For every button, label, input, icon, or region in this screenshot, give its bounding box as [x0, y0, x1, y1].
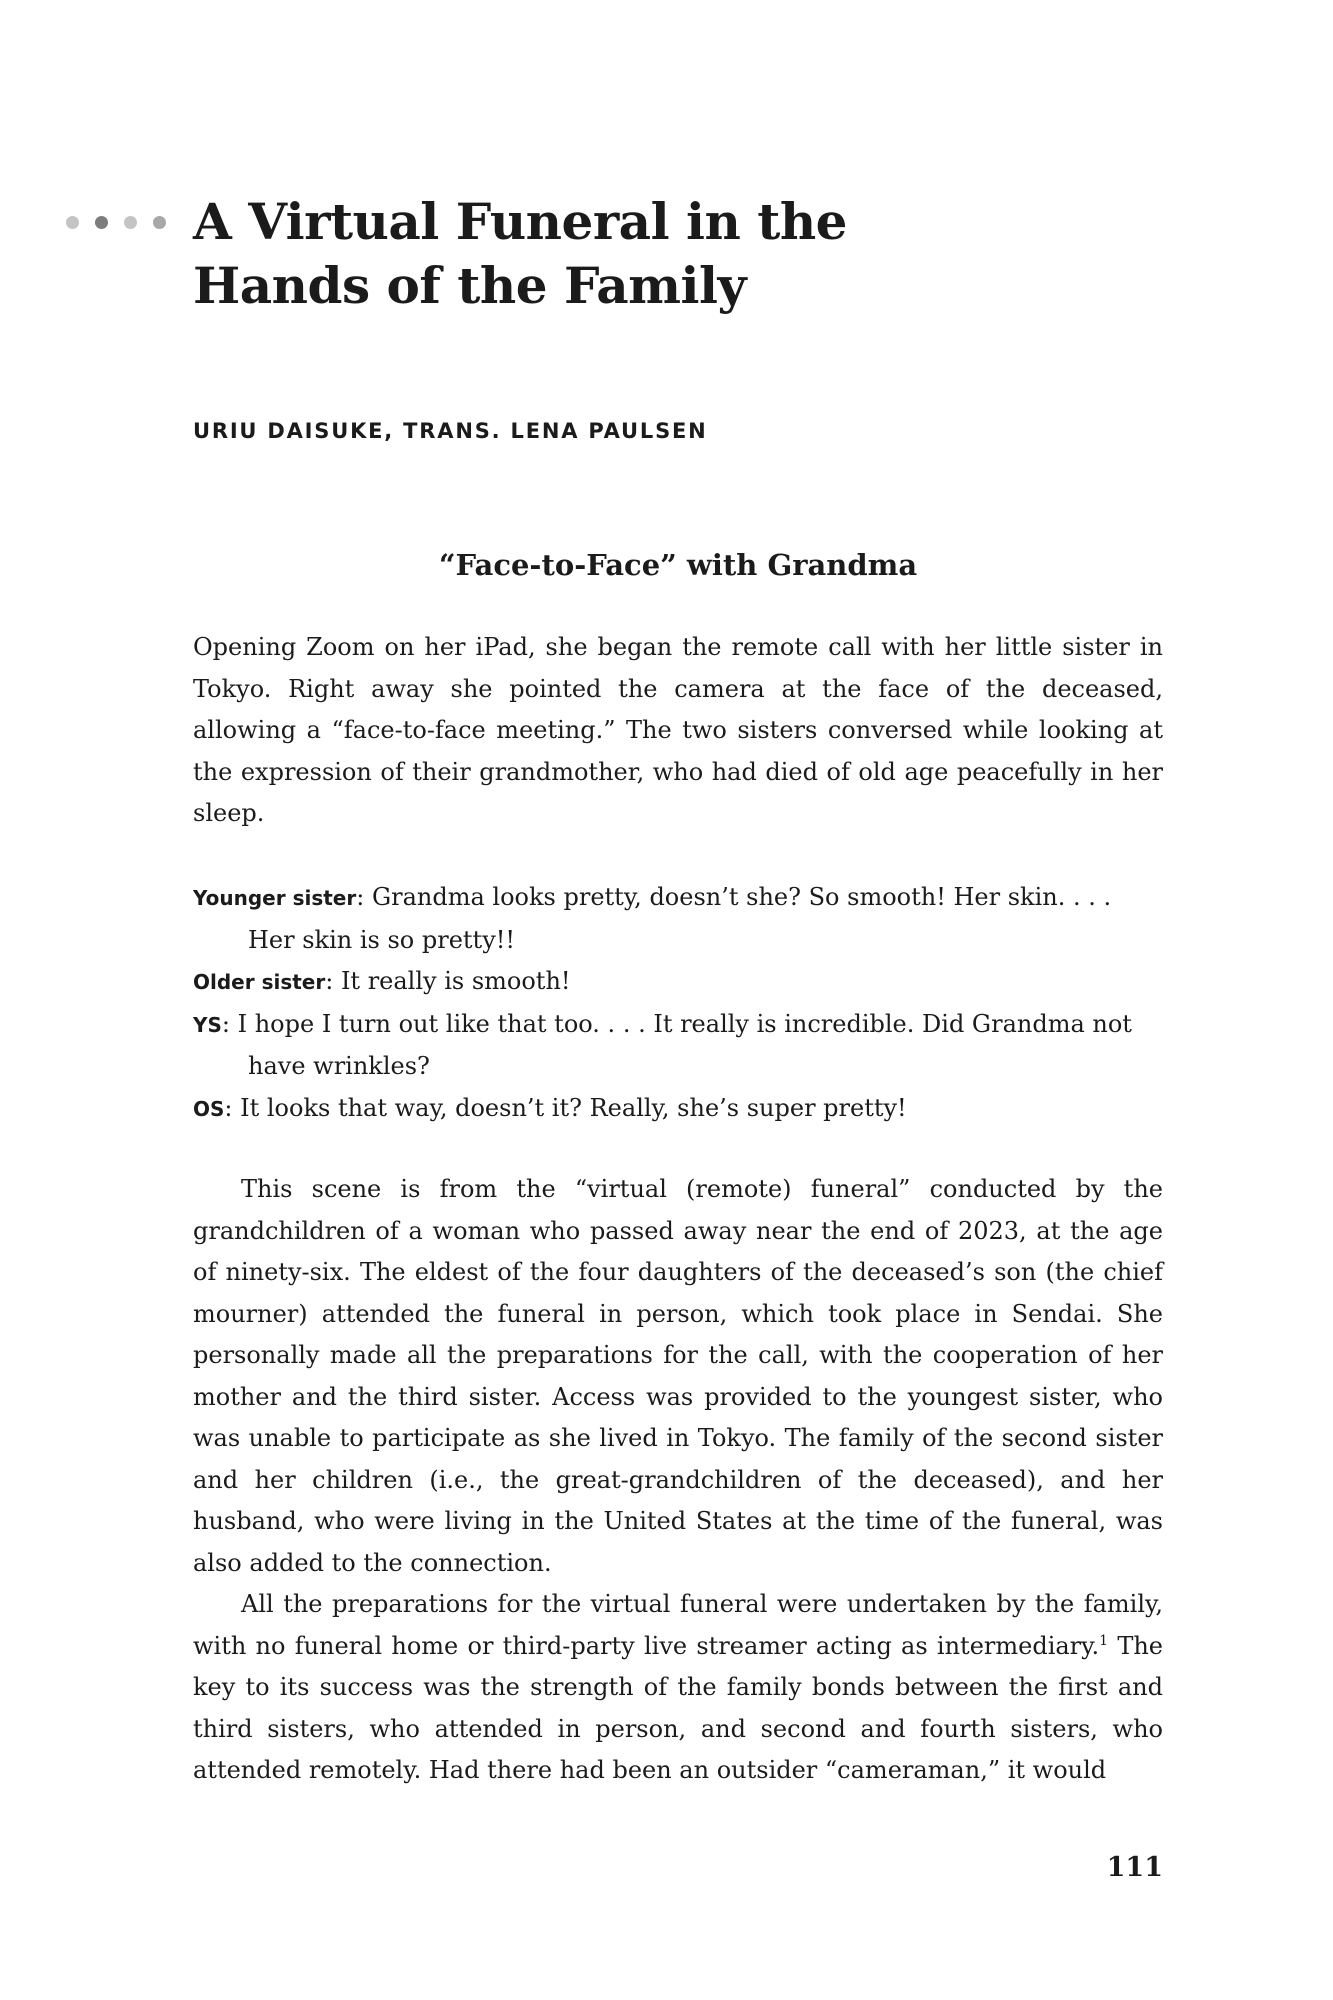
paragraph-3-text: All the preparations for the virtual funeral were undertaken by the family, with no funeral home or third-party live streamer acting as intermediary. — [193, 1590, 1163, 1660]
body-paragraphs — [193, 1169, 1163, 1792]
speaker-label: YS — [193, 1012, 222, 1037]
section-heading: “Face-to-Face” with Grandma — [438, 548, 918, 582]
speaker-label: Older sister — [193, 970, 326, 994]
dialogue-text: Grandma looks pretty, doesn’t she? So smooth! Her skin. . . . Her skin is so pretty!! — [248, 883, 1112, 954]
speaker-label: OS — [193, 1096, 225, 1121]
ornament-dot — [95, 216, 108, 229]
author-byline: URIU DAISUKE, TRANS. LENA PAULSEN — [193, 419, 708, 443]
ornament-dot — [124, 216, 137, 229]
paragraph-3-continuation: The key to its success was the strength of the family bonds between the first and third sisters, who attended in person, and second and fourth sisters, who attended remotely. Had there had been an outsider “cameraman,” it would — [193, 1631, 1163, 1784]
dialogue-line: YS: I hope I turn out like that too. . . . It really is incredible. Did Grandma not have wrinkles? — [193, 1009, 1132, 1080]
speaker-label: Younger sister — [193, 886, 357, 910]
dialogue-text: It looks that way, doesn’t it? Really, she’s super pretty! — [240, 1093, 907, 1122]
footnote-marker[interactable]: 1 — [1099, 1632, 1109, 1649]
paragraph-2: This scene is from the “virtual (remote) funeral” conducted by the grandchildren of a woman who passed away near the end of 2023, at the age of ninety-six. The eldest of the four daughters of the deceased’s son (the chief mourner) attended the funeral in person, which took place in Sendai. She personally made all the preparations for the call, with the cooperation of her mother and the third sister. Access was provided to the youngest sister, who was unable to participate as she lived in Tokyo. The family of the second sister and her children (i.e., the great-grandchildren of the deceased), and her husband, who were living in the United States at the time of the funeral, was also added to the connection. — [193, 1175, 1163, 1577]
dialogue-text: I hope I turn out like that too. . . . It really is incredible. Did Grandma not have wrinkles? — [237, 1009, 1132, 1080]
dialogue-line: Older sister: It really is smooth! — [193, 967, 571, 995]
dialogue-line: OS: It looks that way, doesn’t it? Really, she’s super pretty! — [193, 1093, 907, 1122]
ornament-dot — [153, 216, 166, 229]
paragraph-3 — [193, 1584, 1163, 1792]
dialogue — [193, 877, 1163, 1130]
ornament-dots — [66, 216, 166, 229]
title-line-1: A Virtual Funeral in the — [193, 192, 847, 251]
ornament-dot — [66, 216, 79, 229]
page-number: 111 — [1106, 1852, 1163, 1883]
title-line-2: Hands of the Family — [193, 256, 747, 315]
article-title — [193, 190, 1093, 318]
dialogue-text: It really is smooth! — [340, 967, 571, 995]
dialogue-line: Younger sister: Grandma looks pretty, doesn’t she? So smooth! Her skin. . . . Her skin is so pretty!! — [193, 883, 1112, 954]
paragraph-1: Opening Zoom on her iPad, she began the remote call with her little sister in Tokyo. Right away she pointed the camera at the face of the deceased, allowing a “face-to-face meeting.” The two sisters conversed while looking at the expression of their grandmother, who had died of old age peacefully in her sleep. — [193, 633, 1163, 827]
